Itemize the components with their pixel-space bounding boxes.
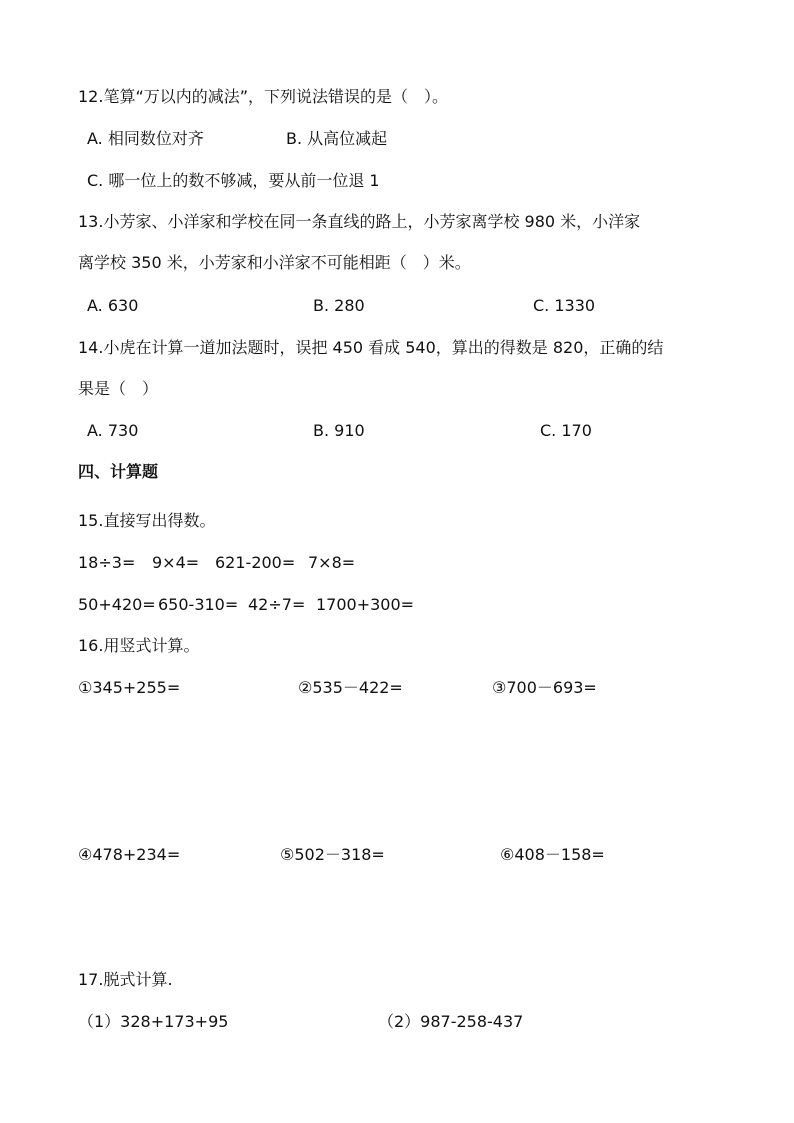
q13-option-c: C. 1330 xyxy=(533,296,596,315)
q16-item: ④478+234= xyxy=(78,845,181,864)
q15-expr: 50+420= xyxy=(78,595,156,614)
q12-option-a: A. 相同数位对齐 xyxy=(87,129,204,148)
q17-stem: 17.脱式计算. xyxy=(78,970,173,989)
q12-stem: 12.笔算“万以内的减法”，下列说法错误的是（ ）。 xyxy=(78,87,449,106)
q15-expr: 1700+300= xyxy=(316,595,415,614)
q16-item: ②535－422= xyxy=(298,678,403,697)
q15-expr: 7×8= xyxy=(308,553,356,572)
q17-item: （1）328+173+95 xyxy=(78,1012,229,1031)
q13-stem-line2: 离学校 350 米，小芳家和小洋家不可能相距（ ）米。 xyxy=(78,253,471,272)
q15-stem: 15.直接写出得数。 xyxy=(78,511,216,530)
q15-expr: 621-200= xyxy=(215,553,296,572)
q13-option-a: A. 630 xyxy=(87,296,139,315)
q12-option-c: C. 哪一位上的数不够减，要从前一位退 1 xyxy=(87,171,380,190)
q13-stem-line1: 13.小芳家、小洋家和学校在同一条直线的路上，小芳家离学校 980 米，小洋家 xyxy=(78,212,641,231)
q16-item: ⑤502－318= xyxy=(280,845,385,864)
q15-expr: 18÷3= xyxy=(78,553,136,572)
q16-item: ⑥408－158= xyxy=(500,845,605,864)
q14-stem-line1: 14.小虎在计算一道加法题时，误把 450 看成 540，算出的得数是 820，正确的结 xyxy=(78,338,664,357)
q15-expr: 650-310= xyxy=(158,595,239,614)
q15-expr: 9×4= xyxy=(152,553,200,572)
section-title: 四、计算题 xyxy=(78,462,159,481)
q16-stem: 16.用竖式计算。 xyxy=(78,636,200,655)
q15-expr: 42÷7= xyxy=(248,595,306,614)
q14-option-a: A. 730 xyxy=(87,421,139,440)
q14-stem-line2: 果是（ ） xyxy=(78,379,159,398)
q16-item: ③700－693= xyxy=(492,678,597,697)
q14-option-c: C. 170 xyxy=(540,421,592,440)
q17-item: （2）987-258-437 xyxy=(378,1012,524,1031)
q12-option-b: B. 从高位减起 xyxy=(286,129,388,148)
q13-option-b: B. 280 xyxy=(313,296,365,315)
q14-option-b: B. 910 xyxy=(313,421,365,440)
q16-item: ①345+255= xyxy=(78,678,181,697)
